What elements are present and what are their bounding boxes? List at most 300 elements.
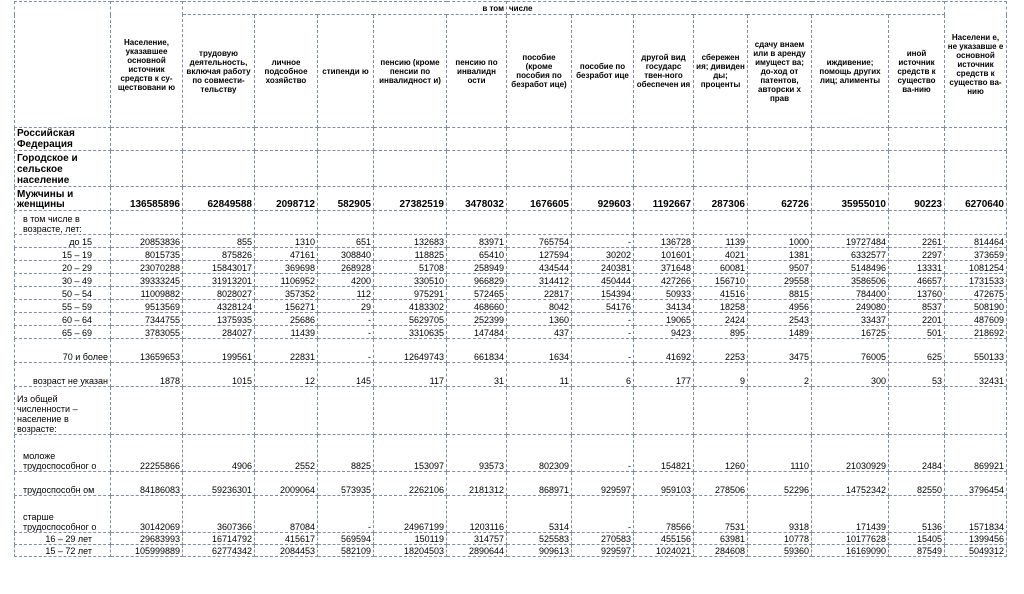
table-cell: 1676605 bbox=[507, 187, 572, 211]
table-cell: 525583 bbox=[507, 533, 572, 545]
table-cell: 2297 bbox=[889, 248, 945, 261]
table-cell: 2261 bbox=[889, 235, 945, 248]
table-cell: 2084453 bbox=[255, 545, 318, 557]
header-pension: пенсию (кроме пенсии по инвалидност и) bbox=[374, 15, 447, 128]
table-cell: 8815 bbox=[748, 287, 812, 300]
table-row bbox=[15, 339, 1007, 363]
table-cell: 22831 bbox=[255, 339, 318, 363]
table-cell: 4328124 bbox=[183, 300, 255, 313]
header-savings: сбережен ия; дивиден ды; проценты bbox=[694, 15, 748, 128]
table-cell: 6270640 bbox=[945, 187, 1007, 211]
table-cell bbox=[748, 211, 812, 235]
header-not-stated: Населени е, не указавше е основной источник средств к существо ва-нию bbox=[945, 2, 1007, 128]
table-cell: 35955010 bbox=[812, 187, 889, 211]
table-cell: 287306 bbox=[694, 187, 748, 211]
table-cell: 1878 bbox=[111, 363, 183, 387]
table-cell: 625 bbox=[889, 339, 945, 363]
table-cell: 9423 bbox=[634, 326, 694, 339]
table-cell: 8537 bbox=[889, 300, 945, 313]
table-cell: 2253 bbox=[694, 339, 748, 363]
table-cell: 23070288 bbox=[111, 261, 183, 274]
table-cell: 63981 bbox=[694, 533, 748, 545]
table-cell: 19065 bbox=[634, 313, 694, 326]
table-cell: 2424 bbox=[694, 313, 748, 326]
table-cell: 136585896 bbox=[111, 187, 183, 211]
table-cell: 308840 bbox=[318, 248, 374, 261]
header-disability-pension: пенсию по инвалидн ости bbox=[447, 15, 507, 128]
table-row bbox=[15, 326, 1007, 339]
table-cell: 34134 bbox=[634, 300, 694, 313]
table-cell: 156271 bbox=[255, 300, 318, 313]
table-cell: 2098712 bbox=[255, 187, 318, 211]
table-cell: 1381 bbox=[748, 248, 812, 261]
table-cell: 21030929 bbox=[812, 435, 889, 472]
table-cell: 415617 bbox=[255, 533, 318, 545]
table-cell: 136728 bbox=[634, 235, 694, 248]
table-cell: 31913201 bbox=[183, 274, 255, 287]
table-cell bbox=[889, 211, 945, 235]
table-row bbox=[15, 261, 1007, 274]
row-label: 70 и более bbox=[15, 339, 111, 363]
table-cell: 3607366 bbox=[183, 496, 255, 533]
table-cell: 929597 bbox=[572, 545, 634, 557]
table-cell: 16169090 bbox=[812, 545, 889, 557]
table-cell: 582905 bbox=[318, 187, 374, 211]
table-row bbox=[15, 248, 1007, 261]
table-cell: 127594 bbox=[507, 248, 572, 261]
table-cell: 569594 bbox=[318, 533, 374, 545]
table-cell: 11009882 bbox=[111, 287, 183, 300]
table-cell: 1260 bbox=[694, 435, 748, 472]
table-cell: 3478032 bbox=[447, 187, 507, 211]
table-cell: 2009064 bbox=[255, 472, 318, 496]
row-label: 16 – 29 лет bbox=[15, 533, 111, 545]
table-cell: 357352 bbox=[255, 287, 318, 300]
table-cell: 87549 bbox=[889, 545, 945, 557]
table-cell: 4906 bbox=[183, 435, 255, 472]
table-cell: 582109 bbox=[318, 545, 374, 557]
table-cell: 1399456 bbox=[945, 533, 1007, 545]
table-cell: 3475 bbox=[748, 339, 812, 363]
table-cell: 8042 bbox=[507, 300, 572, 313]
header-other-source: иной источник средств к существо ва-нию bbox=[889, 15, 945, 128]
table-cell bbox=[945, 387, 1007, 435]
table-cell: 60081 bbox=[694, 261, 748, 274]
table-cell bbox=[634, 387, 694, 435]
table-cell: 118825 bbox=[374, 248, 447, 261]
table-cell: 27382519 bbox=[374, 187, 447, 211]
table-cell bbox=[447, 211, 507, 235]
row-label: моложе трудоспособног о bbox=[15, 435, 111, 472]
table-cell: 373659 bbox=[945, 248, 1007, 261]
table-cell: 1203116 bbox=[447, 496, 507, 533]
table-cell: 5629705 bbox=[374, 313, 447, 326]
table-cell: 154821 bbox=[634, 435, 694, 472]
table-cell: 18258 bbox=[694, 300, 748, 313]
table-cell: 199561 bbox=[183, 339, 255, 363]
table-cell: 5136 bbox=[889, 496, 945, 533]
table-cell bbox=[507, 387, 572, 435]
table-cell bbox=[634, 211, 694, 235]
table-cell bbox=[812, 211, 889, 235]
table-cell: 53 bbox=[889, 363, 945, 387]
table-cell: 2890644 bbox=[447, 545, 507, 557]
table-cell: 802309 bbox=[507, 435, 572, 472]
table-row bbox=[15, 187, 1007, 211]
table-cell: 314757 bbox=[447, 533, 507, 545]
table-cell: 154394 bbox=[572, 287, 634, 300]
table-cell: 1024021 bbox=[634, 545, 694, 557]
table-row bbox=[15, 300, 1007, 313]
table-cell bbox=[374, 387, 447, 435]
table-cell: 7531 bbox=[694, 496, 748, 533]
table-cell: 9318 bbox=[748, 496, 812, 533]
income-source-table bbox=[14, 1, 1007, 557]
table-cell: 6 bbox=[572, 363, 634, 387]
table-cell: 11439 bbox=[255, 326, 318, 339]
table-cell: 268928 bbox=[318, 261, 374, 274]
table-row bbox=[15, 287, 1007, 300]
table-body bbox=[15, 128, 1007, 557]
table-cell: 6332577 bbox=[812, 248, 889, 261]
table-cell: 31 bbox=[447, 363, 507, 387]
table-cell: 83971 bbox=[447, 235, 507, 248]
table-cell: 284608 bbox=[694, 545, 748, 557]
table-cell: 875826 bbox=[183, 248, 255, 261]
table-cell: 9 bbox=[694, 363, 748, 387]
table-cell: 78566 bbox=[634, 496, 694, 533]
table-cell bbox=[812, 387, 889, 435]
table-cell: 117 bbox=[374, 363, 447, 387]
table-cell: 22255866 bbox=[111, 435, 183, 472]
table-cell bbox=[111, 387, 183, 435]
table-cell: 1634 bbox=[507, 339, 572, 363]
table-cell: 966829 bbox=[447, 274, 507, 287]
row-label: 15 – 72 лет bbox=[15, 545, 111, 557]
table-cell: 18204503 bbox=[374, 545, 447, 557]
table-row bbox=[15, 313, 1007, 326]
table-cell: 278506 bbox=[694, 472, 748, 496]
table-cell: 1139 bbox=[694, 235, 748, 248]
table-row bbox=[15, 533, 1007, 545]
table-cell bbox=[374, 211, 447, 235]
table-cell: 51708 bbox=[374, 261, 447, 274]
table-cell bbox=[889, 387, 945, 435]
table-cell: - bbox=[572, 339, 634, 363]
header-subsidiary-plot: личное подсобное хозяйство bbox=[255, 15, 318, 128]
census-table-sheet bbox=[14, 1, 1007, 557]
header-rent-income: сдачу внаем или в аренду имущест ва; до-ход от патентов, авторски х прав bbox=[748, 15, 812, 128]
header-state-support: другой вид государс твен-ного обеспечен ия bbox=[634, 15, 694, 128]
table-cell: 25686 bbox=[255, 313, 318, 326]
table-cell: 5148496 bbox=[812, 261, 889, 274]
table-row bbox=[15, 545, 1007, 557]
table-cell: 46657 bbox=[889, 274, 945, 287]
table-cell: 29558 bbox=[748, 274, 812, 287]
table-row bbox=[15, 211, 1007, 235]
table-cell: 11 bbox=[507, 363, 572, 387]
row-label: 50 – 54 bbox=[15, 287, 111, 300]
table-cell: 572465 bbox=[447, 287, 507, 300]
table-cell: 147484 bbox=[447, 326, 507, 339]
header-total: Население, указавшее основной источник средств к су-ществовани ю bbox=[111, 2, 183, 128]
table-cell: 427266 bbox=[634, 274, 694, 287]
table-cell: 855 bbox=[183, 235, 255, 248]
table-cell: 314412 bbox=[507, 274, 572, 287]
table-cell bbox=[694, 211, 748, 235]
table-cell: 76005 bbox=[812, 339, 889, 363]
table-cell: 47161 bbox=[255, 248, 318, 261]
table-cell: 16725 bbox=[812, 326, 889, 339]
header-benefit: пособие (кроме пособия по безработ ице) bbox=[507, 15, 572, 128]
table-cell: 93573 bbox=[447, 435, 507, 472]
table-cell: 8028027 bbox=[183, 287, 255, 300]
table-cell bbox=[945, 211, 1007, 235]
table-cell: 1310 bbox=[255, 235, 318, 248]
table-cell: 434544 bbox=[507, 261, 572, 274]
table-cell: 4021 bbox=[694, 248, 748, 261]
table-cell: 784400 bbox=[812, 287, 889, 300]
row-label: в том числе в возрасте, лет: bbox=[15, 211, 111, 235]
table-cell: 3310635 bbox=[374, 326, 447, 339]
table-cell: 29683993 bbox=[111, 533, 183, 545]
table-cell: 4183302 bbox=[374, 300, 447, 313]
table-cell: 1360 bbox=[507, 313, 572, 326]
table-cell: 249080 bbox=[812, 300, 889, 313]
table-cell: 450444 bbox=[572, 274, 634, 287]
table-cell: - bbox=[572, 313, 634, 326]
table-cell: 13760 bbox=[889, 287, 945, 300]
table-cell: 661834 bbox=[447, 339, 507, 363]
table-cell: 41692 bbox=[634, 339, 694, 363]
table-cell bbox=[111, 211, 183, 235]
row-label: возраст не указан bbox=[15, 363, 111, 387]
table-cell bbox=[183, 387, 255, 435]
table-cell: 1110 bbox=[748, 435, 812, 472]
table-cell: 651 bbox=[318, 235, 374, 248]
table-cell: 868971 bbox=[507, 472, 572, 496]
table-cell: 550133 bbox=[945, 339, 1007, 363]
table-cell: 87084 bbox=[255, 496, 318, 533]
row-label: до 15 bbox=[15, 235, 111, 248]
table-cell: 5314 bbox=[507, 496, 572, 533]
table-cell: 300 bbox=[812, 363, 889, 387]
header-unemployment-benefit: пособие по безработ ице bbox=[572, 15, 634, 128]
table-cell: 240381 bbox=[572, 261, 634, 274]
table-cell: 32431 bbox=[945, 363, 1007, 387]
table-cell: 2181312 bbox=[447, 472, 507, 496]
table-row bbox=[15, 387, 1007, 435]
row-label: 20 – 29 bbox=[15, 261, 111, 274]
table-cell: 12 bbox=[255, 363, 318, 387]
table-cell bbox=[694, 387, 748, 435]
table-cell: 3783055 bbox=[111, 326, 183, 339]
table-cell: 7344755 bbox=[111, 313, 183, 326]
table-cell: 4200 bbox=[318, 274, 374, 287]
table-cell: 19727484 bbox=[812, 235, 889, 248]
row-label: 30 – 49 bbox=[15, 274, 111, 287]
table-cell: 1015 bbox=[183, 363, 255, 387]
table-cell: 437 bbox=[507, 326, 572, 339]
table-cell: 153097 bbox=[374, 435, 447, 472]
table-cell: 929597 bbox=[572, 472, 634, 496]
table-cell: 41516 bbox=[694, 287, 748, 300]
table-cell: 156710 bbox=[694, 274, 748, 287]
table-cell bbox=[318, 387, 374, 435]
table-cell: 171439 bbox=[812, 496, 889, 533]
table-cell: 2201 bbox=[889, 313, 945, 326]
table-cell: 959103 bbox=[634, 472, 694, 496]
table-cell: 82550 bbox=[889, 472, 945, 496]
table-cell: 145 bbox=[318, 363, 374, 387]
table-cell: 508190 bbox=[945, 300, 1007, 313]
table-cell bbox=[183, 211, 255, 235]
table-row bbox=[15, 235, 1007, 248]
table-cell: - bbox=[572, 435, 634, 472]
table-cell: 2552 bbox=[255, 435, 318, 472]
table-cell: 909613 bbox=[507, 545, 572, 557]
table-cell: 371648 bbox=[634, 261, 694, 274]
table-cell: 765754 bbox=[507, 235, 572, 248]
table-cell: - bbox=[572, 235, 634, 248]
table-cell: 929603 bbox=[572, 187, 634, 211]
table-cell: 8015735 bbox=[111, 248, 183, 261]
table-cell: 3796454 bbox=[945, 472, 1007, 496]
table-cell: 13331 bbox=[889, 261, 945, 274]
table-cell: 9507 bbox=[748, 261, 812, 274]
table-cell: 33437 bbox=[812, 313, 889, 326]
table-row bbox=[15, 363, 1007, 387]
table-cell: 4956 bbox=[748, 300, 812, 313]
table-cell: 150119 bbox=[374, 533, 447, 545]
table-cell: 218692 bbox=[945, 326, 1007, 339]
table-cell: 3586506 bbox=[812, 274, 889, 287]
table-cell: - bbox=[572, 496, 634, 533]
table-cell: 5049312 bbox=[945, 545, 1007, 557]
table-cell: 30202 bbox=[572, 248, 634, 261]
table-cell: 84186083 bbox=[111, 472, 183, 496]
table-cell: 252399 bbox=[447, 313, 507, 326]
section-russian-federation: Российская Федерация bbox=[15, 128, 111, 151]
table-cell: 1375935 bbox=[183, 313, 255, 326]
row-label: 55 – 59 bbox=[15, 300, 111, 313]
table-cell: 62849588 bbox=[183, 187, 255, 211]
table-cell: 112 bbox=[318, 287, 374, 300]
table-cell: 1106952 bbox=[255, 274, 318, 287]
table-cell: 20853836 bbox=[111, 235, 183, 248]
header-in-that-right: числе bbox=[507, 2, 945, 15]
table-cell: 975291 bbox=[374, 287, 447, 300]
table-cell: 1571834 bbox=[945, 496, 1007, 533]
row-label: Мужчины и женщины bbox=[15, 187, 111, 211]
table-cell: 2 bbox=[748, 363, 812, 387]
table-cell: 468660 bbox=[447, 300, 507, 313]
table-cell: 30142069 bbox=[111, 496, 183, 533]
table-cell: 24967199 bbox=[374, 496, 447, 533]
row-label: 15 – 19 bbox=[15, 248, 111, 261]
table-cell: 22817 bbox=[507, 287, 572, 300]
table-cell: 1489 bbox=[748, 326, 812, 339]
table-cell: 1081254 bbox=[945, 261, 1007, 274]
table-cell: 52296 bbox=[748, 472, 812, 496]
table-cell: 62726 bbox=[748, 187, 812, 211]
table-cell: - bbox=[318, 313, 374, 326]
table-row bbox=[15, 435, 1007, 472]
table-cell bbox=[447, 387, 507, 435]
table-cell: 15843017 bbox=[183, 261, 255, 274]
table-row bbox=[15, 274, 1007, 287]
table-cell: 2484 bbox=[889, 435, 945, 472]
table-cell: 284027 bbox=[183, 326, 255, 339]
table-cell: 59236301 bbox=[183, 472, 255, 496]
table-cell: 258949 bbox=[447, 261, 507, 274]
table-cell: 132683 bbox=[374, 235, 447, 248]
table-cell: 455156 bbox=[634, 533, 694, 545]
header-dependency: иждивение; помощь других лиц; алименты bbox=[812, 15, 889, 128]
table-cell: 1000 bbox=[748, 235, 812, 248]
row-label: старше трудоспособног о bbox=[15, 496, 111, 533]
table-cell: 869921 bbox=[945, 435, 1007, 472]
table-cell: 814464 bbox=[945, 235, 1007, 248]
header-labor: трудовую деятельность, включая работу по совмести-тельству bbox=[183, 15, 255, 128]
row-label: 65 – 69 bbox=[15, 326, 111, 339]
table-cell: 2262106 bbox=[374, 472, 447, 496]
table-cell: 14752342 bbox=[812, 472, 889, 496]
table-cell bbox=[318, 211, 374, 235]
header-row-label-cell bbox=[15, 2, 111, 128]
table-cell: 10177628 bbox=[812, 533, 889, 545]
table-cell: 59360 bbox=[748, 545, 812, 557]
table-cell: 9513569 bbox=[111, 300, 183, 313]
table-cell bbox=[572, 211, 634, 235]
table-cell: 90223 bbox=[889, 187, 945, 211]
table-cell: 54176 bbox=[572, 300, 634, 313]
table-cell: 13659653 bbox=[111, 339, 183, 363]
table-cell: 10778 bbox=[748, 533, 812, 545]
table-cell: 177 bbox=[634, 363, 694, 387]
table-cell: 1731533 bbox=[945, 274, 1007, 287]
table-row bbox=[15, 496, 1007, 533]
header-stipend: стипенди ю bbox=[318, 15, 374, 128]
table-cell: 369698 bbox=[255, 261, 318, 274]
table-cell: - bbox=[318, 326, 374, 339]
table-cell: 487609 bbox=[945, 313, 1007, 326]
table-cell: 270583 bbox=[572, 533, 634, 545]
table-cell: 105999889 bbox=[111, 545, 183, 557]
header-in-that-left: в том bbox=[183, 2, 507, 15]
table-cell: 573935 bbox=[318, 472, 374, 496]
table-cell bbox=[572, 387, 634, 435]
table-cell: 501 bbox=[889, 326, 945, 339]
section-urban-rural: Городское и сельское население bbox=[15, 151, 111, 187]
table-cell: 16714792 bbox=[183, 533, 255, 545]
row-label: Из общей численности – население в возрасте: bbox=[15, 387, 111, 435]
table-cell bbox=[507, 211, 572, 235]
table-cell: 62774342 bbox=[183, 545, 255, 557]
table-cell: 8825 bbox=[318, 435, 374, 472]
table-cell: 895 bbox=[694, 326, 748, 339]
table-cell bbox=[255, 387, 318, 435]
table-cell: 29 bbox=[318, 300, 374, 313]
table-cell: 101601 bbox=[634, 248, 694, 261]
table-cell: 65410 bbox=[447, 248, 507, 261]
table-row bbox=[15, 472, 1007, 496]
row-label: 60 – 64 bbox=[15, 313, 111, 326]
table-cell: - bbox=[318, 339, 374, 363]
table-cell: 12649743 bbox=[374, 339, 447, 363]
table-cell bbox=[255, 211, 318, 235]
table-cell: - bbox=[318, 496, 374, 533]
